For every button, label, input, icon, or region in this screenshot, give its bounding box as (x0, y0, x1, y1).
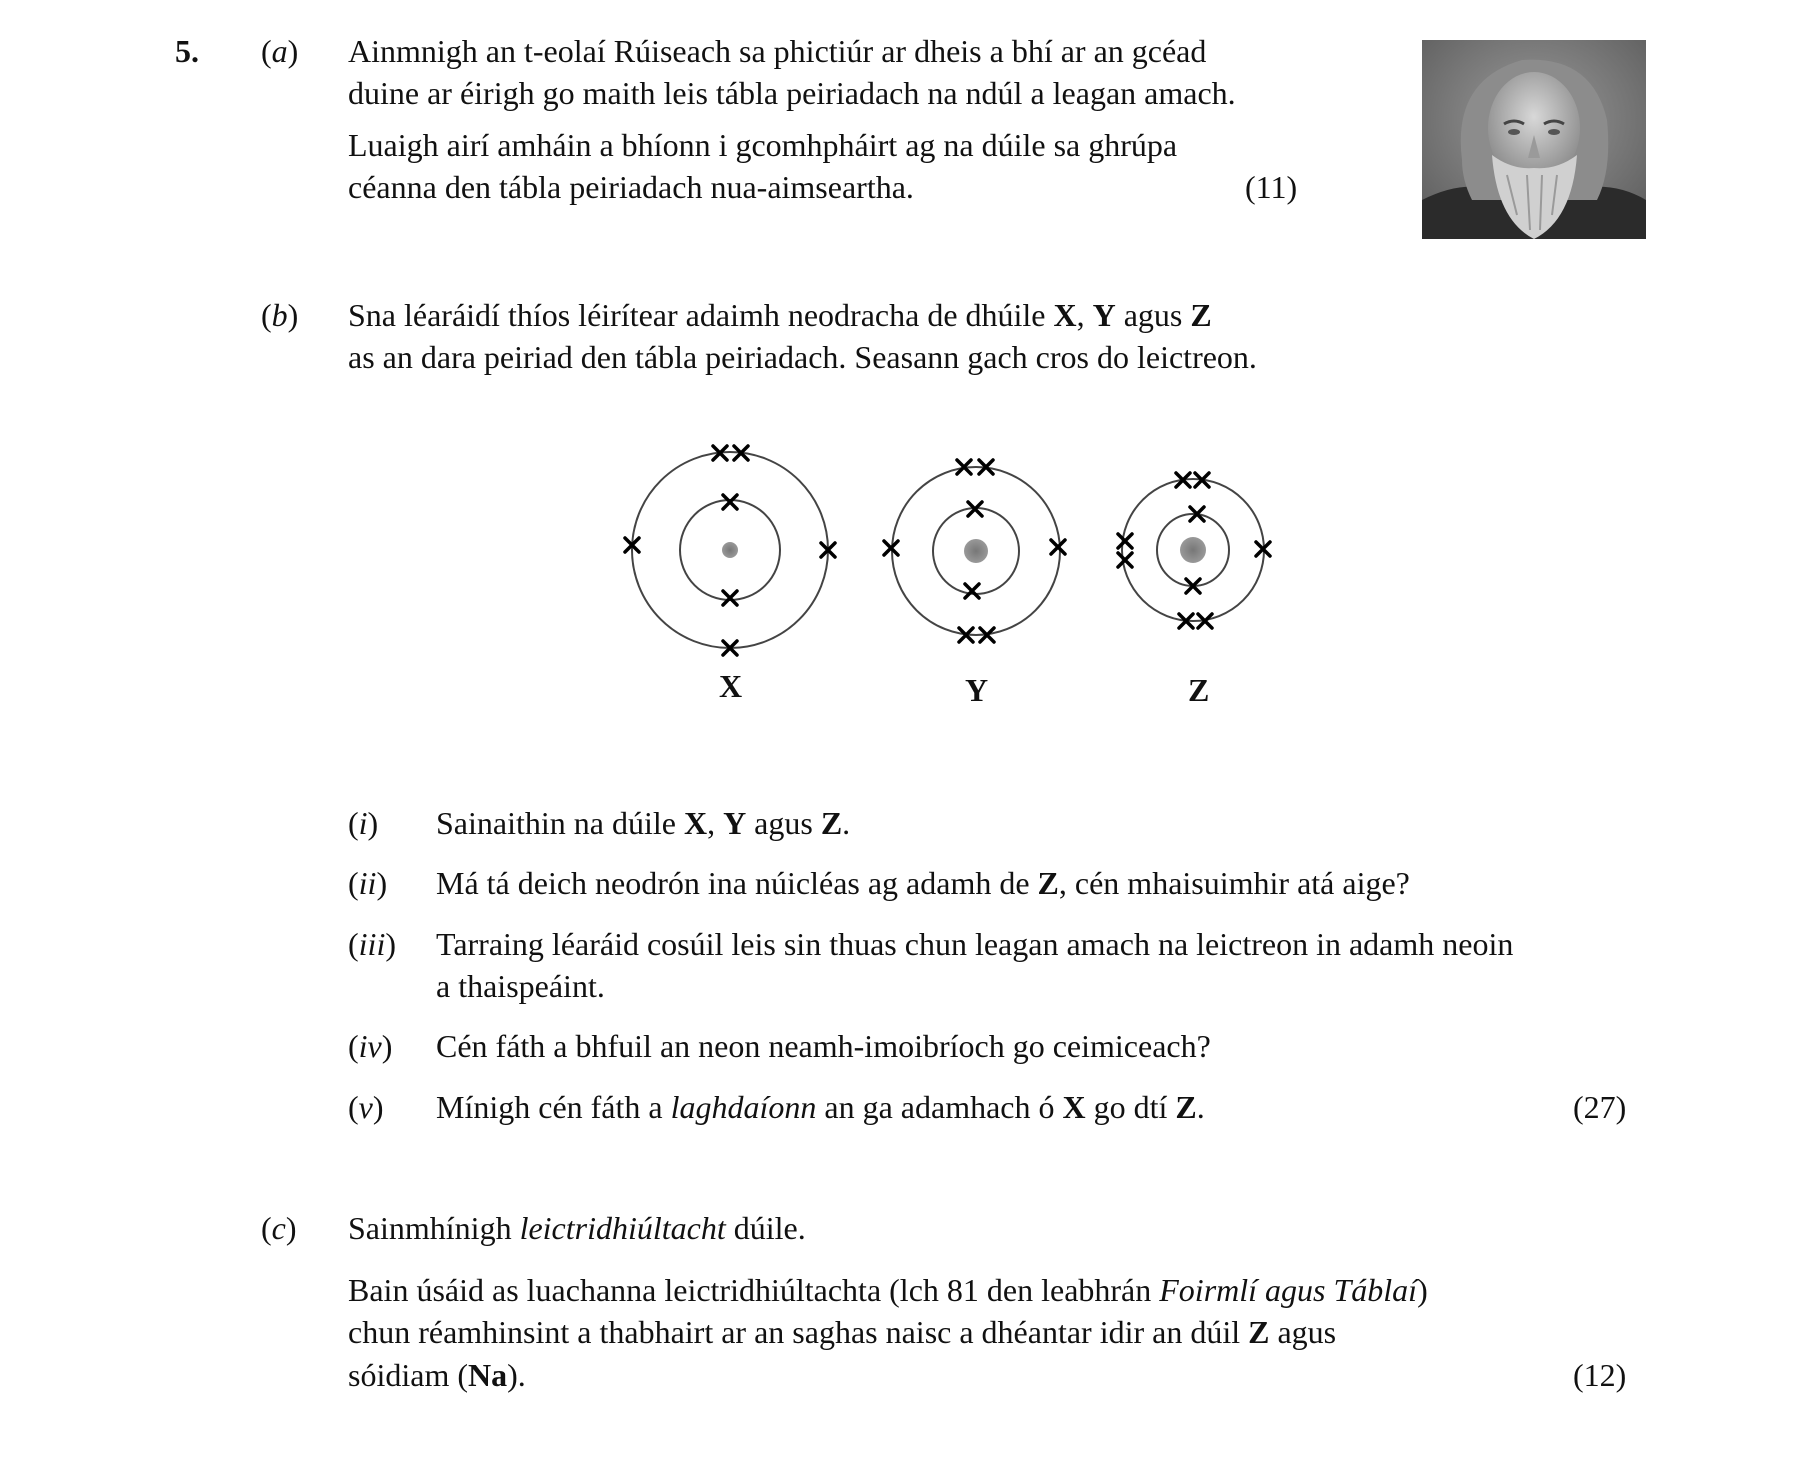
atom-z-label: Z (1188, 672, 1210, 708)
part-c-marks: (12) (1573, 1357, 1627, 1393)
part-a-line-4: céanna den tábla peiriadach nua-aimseartha. (348, 169, 914, 205)
subq-i-label: (i) (348, 805, 379, 841)
atom-y-label: Y (965, 672, 989, 708)
subq-iii-line-1: Tarraing léaráid cosúil leis sin thuas chun leagan amach na leictreon in adamh neoin (436, 926, 1514, 962)
scientist-portrait (1422, 40, 1646, 239)
subq-iv-text: Cén fáth a bhfuil an neon neamh-imoibríoch go ceimiceach? (436, 1028, 1211, 1064)
part-a-marks: (11) (1245, 169, 1298, 205)
part-c-line-4: sóidiam (Na). (348, 1357, 526, 1393)
subq-i-text: Sainaithin na dúile X, Y agus Z. (436, 805, 851, 841)
part-b-line-2: as an dara peiriad den tábla peiriadach. Seasann gach cros do leictreon. (348, 339, 1257, 375)
electron-shell-diagrams (600, 430, 1320, 720)
part-c-label: (c) (261, 1210, 297, 1246)
subq-iii-line-2: a thaispeáint. (436, 968, 605, 1004)
part-c-line-1: Sainmhínigh leictridhiúltacht dúile. (348, 1210, 806, 1246)
part-a-line-1: Ainmnigh an t-eolaí Rúiseach sa phictiúr ar dheis a bhí ar an gcéad (348, 33, 1207, 69)
subq-v-label: (v) (348, 1089, 384, 1125)
atom-x-diagram (625, 446, 835, 655)
part-c-line-2: Bain úsáid as luachanna leictridhiúltachta (lch 81 den leabhrán Foirmlí agus Táblaí) (348, 1272, 1428, 1308)
part-b-line-1: Sna léaráidí thíos léirítear adaimh neodracha de dhúile X, Y agus Z (348, 297, 1212, 333)
subq-ii-label: (ii) (348, 865, 388, 901)
subq-ii-text: Má tá deich neodrón ina núicléas ag adamh de Z, cén mhaisuimhir atá aige? (436, 865, 1410, 901)
atom-y-diagram (884, 460, 1065, 642)
atom-z-diagram (1118, 473, 1270, 628)
part-a-line-3: Luaigh airí amháin a bhíonn i gcomhpháirt ag na dúile sa ghrúpa (348, 127, 1178, 163)
question-number: 5. (175, 33, 199, 69)
part-b-label: (b) (261, 297, 299, 333)
subq-v-text: Mínigh cén fáth a laghdaíonn an ga adamhach ó X go dtí Z. (436, 1089, 1205, 1125)
part-a-label: (a) (261, 33, 299, 69)
subq-iv-label: (iv) (348, 1028, 393, 1064)
subq-iii-label: (iii) (348, 926, 396, 962)
part-b-marks: (27) (1573, 1089, 1627, 1125)
part-c-line-3: chun réamhinsint a thabhairt ar an saghas naisc a dhéantar idir an dúil Z agus (348, 1314, 1337, 1350)
atom-x-label: X (719, 668, 743, 704)
part-a-line-2: duine ar éirigh go maith leis tábla peiriadach na ndúl a leagan amach. (348, 75, 1236, 111)
